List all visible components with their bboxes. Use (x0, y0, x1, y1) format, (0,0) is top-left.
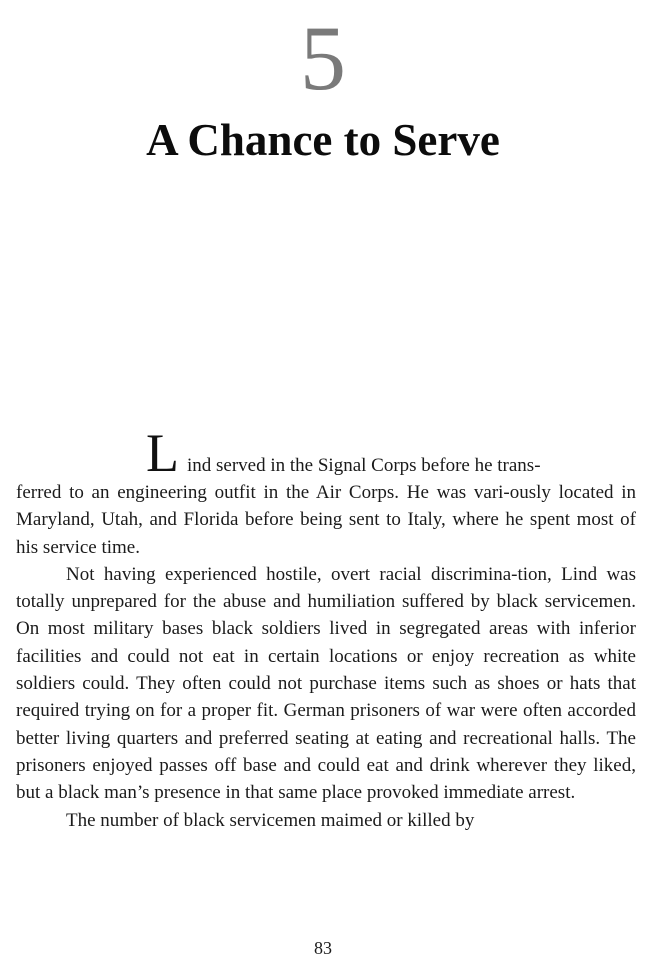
drop-cap: L (146, 423, 179, 483)
body-text (16, 423, 636, 834)
paragraph-1: ferred to an engineering outfit in the Air Corps. He was vari-ously located in Maryland, Utah, and Florida before being sent to Italy, where he spent most of his service time. (16, 482, 636, 558)
paragraph-2: Not having experienced hostile, overt racial discrimina-tion, Lind was totally unprepared for the abuse and humiliation suffered by black servicemen. On most military bases black soldiers lived in segregated areas with inferior facilities and could not eat in certain locations or enjoy recreation as white soldiers could. They often could not purchase items such as shoes or hats that required trying on for a proper fit. German prisoners of war were often accorded better living quarters and preferred seating at eating and recreational halls. The prisoners enjoyed passes off base and could eat and drink wherever they liked, but a black man’s presence in that same place provoked immediate arrest. (16, 563, 636, 804)
opening-line (16, 423, 636, 483)
opening-line-text: ind served in the Signal Corps before he trans- (187, 454, 541, 476)
page-number: 83 (314, 938, 332, 958)
chapter-title: A Chance to Serve (146, 115, 500, 165)
paragraph-3: The number of black servicemen maimed or killed by (66, 809, 475, 831)
chapter-number: 5 (300, 7, 346, 109)
